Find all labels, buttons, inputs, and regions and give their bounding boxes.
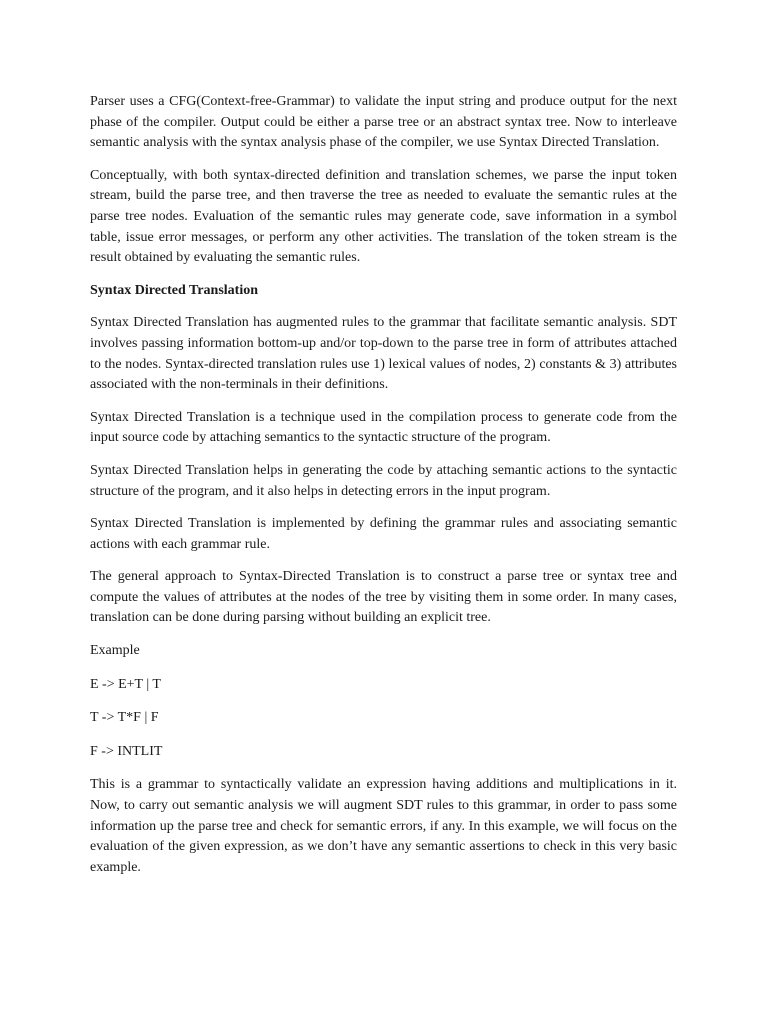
sdt-technique-paragraph: Syntax Directed Translation is a technique used in the compilation process to generate code from the input source code by attaching semantics to the syntactic structure of the program.	[90, 409, 677, 446]
section-heading: Syntax Directed Translation	[90, 282, 259, 298]
example-label: Example	[90, 643, 140, 659]
sdt-implementation-paragraph: Syntax Directed Translation is implemented by defining the grammar rules and associating semantic actions with each grammar rule.	[90, 516, 677, 552]
grammar-rule-e: E -> E+T | T	[90, 676, 161, 692]
sdt-approach-paragraph: The general approach to Syntax-Directed Translation is to construct a parse tree or syntax tree and compute the values of attributes at the nodes of the tree by visiting them in some order. In many cases, translation can be done during parsing without building an explicit tree.	[90, 569, 677, 626]
sdt-definition-paragraph: Syntax Directed Translation has augmented rules to the grammar that facilitate semantic analysis. SDT involves passing information bottom-up and/or top-down to the parse tree in form of attributes attached to the nodes. Syntax-directed translation rules use 1) lexical values of nodes, 2) constants & 3) attributes associated with the non-terminals in their definitions.	[90, 315, 677, 393]
document-page	[90, 92, 677, 890]
grammar-explanation-paragraph: This is a grammar to syntactically validate an expression having additions and multiplications in it. Now, to carry out semantic analysis we will augment SDT rules to this grammar, in order to pass some information up the parse tree and check for semantic errors, if any. In this example, we will focus on the evaluation of the given expression, as we don’t have any semantic assertions to check in this very basic example.	[90, 777, 677, 875]
grammar-rule-t: T -> T*F | F	[90, 710, 159, 726]
sdt-helps-paragraph: Syntax Directed Translation helps in generating the code by attaching semantic actions to the syntactic structure of the program, and it also helps in detecting errors in the input program.	[90, 462, 677, 499]
concept-paragraph: Conceptually, with both syntax-directed definition and translation schemes, we parse the input token stream, build the parse tree, and then traverse the tree as needed to evaluate the semantic rules at the parse tree nodes. Evaluation of the semantic rules may generate code, save information in a symbol table, issue error messages, or perform any other activities. The translation of the token stream is the result obtained by evaluating the semantic rules.	[90, 167, 677, 266]
intro-paragraph: Parser uses a CFG(Context-free-Grammar) to validate the input string and produce output for the next phase of the compiler. Output could be either a parse tree or an abstract syntax tree. Now to interleave semantic analysis with the syntax analysis phase of the compiler, we use Syntax Directed Translation.	[90, 94, 677, 151]
grammar-rule-f: F -> INTLIT	[90, 743, 163, 759]
